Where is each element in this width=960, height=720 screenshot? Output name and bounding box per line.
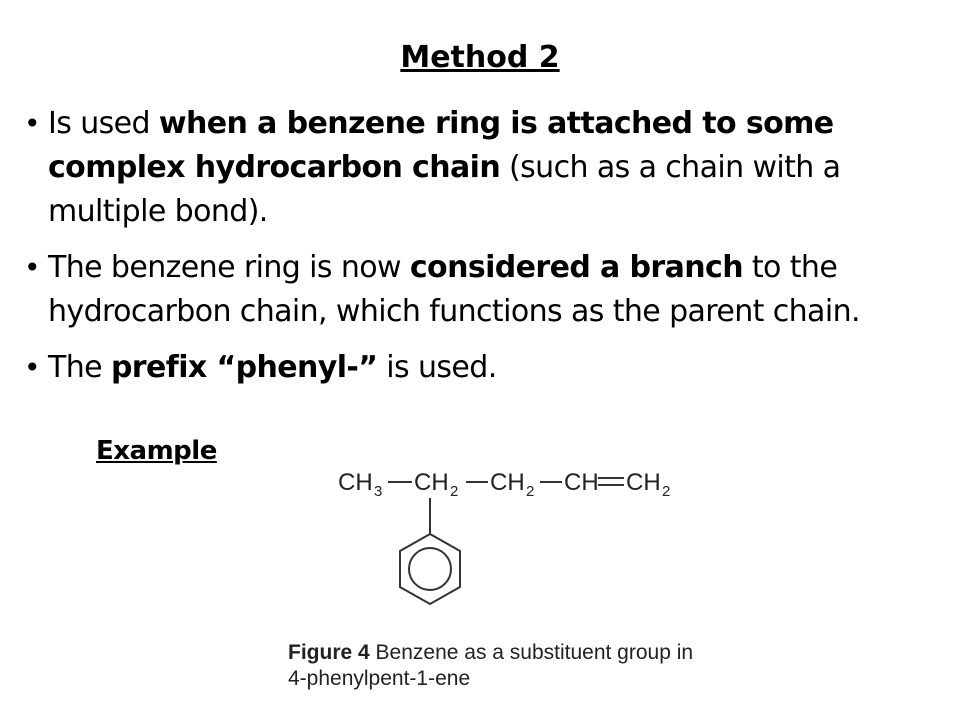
chain-ch3: CH [338,469,373,496]
chain-ch2-branch: CH [414,469,449,496]
caption-text: Benzene as a substituent group in 4-phenylpent-1-ene [288,641,694,690]
chain-ch3-sub: 3 [374,483,383,500]
chain-ch2-branch-sub: 2 [450,483,459,500]
chain-ch2-terminal-sub: 2 [662,483,671,500]
example-label: Example [96,436,217,466]
bullet-text: The benzene ring is now [48,250,410,285]
bullet-text: The [48,350,111,385]
bullet-item [24,346,928,390]
bullet-bold-text: when a benzene ring is attached to some complex hydrocarbon chain [48,106,834,185]
bullet-bold-text: prefix “phenyl-” [110,350,378,385]
chain-ch2: CH [490,469,525,496]
bullet-text: is used. [377,350,497,385]
structural-formula [330,452,690,642]
bullet-dot-icon: • [24,107,40,140]
bullet-list [24,102,928,402]
chain-ch: CH [564,469,599,496]
bullet-text: (such as a chain with a multiple bond). [48,150,841,229]
chain-ch2-terminal: CH [626,469,661,496]
caption-label: Figure 4 [288,641,370,664]
bullet-item [24,246,928,334]
bullet-dot-icon: • [24,251,40,284]
slide-title: Method 2 [400,40,560,75]
bullet-item [24,102,928,234]
bullet-text: to the hydrocarbon chain, which functions as the parent chain. [48,250,860,329]
figure-caption [288,640,708,692]
bullet-bold-text: considered a branch [409,250,743,285]
bullet-text: Is used [48,106,159,141]
chain-ch2-sub: 2 [526,483,535,500]
bullet-dot-icon: • [24,351,40,384]
aromatic-circle-icon [409,548,451,590]
